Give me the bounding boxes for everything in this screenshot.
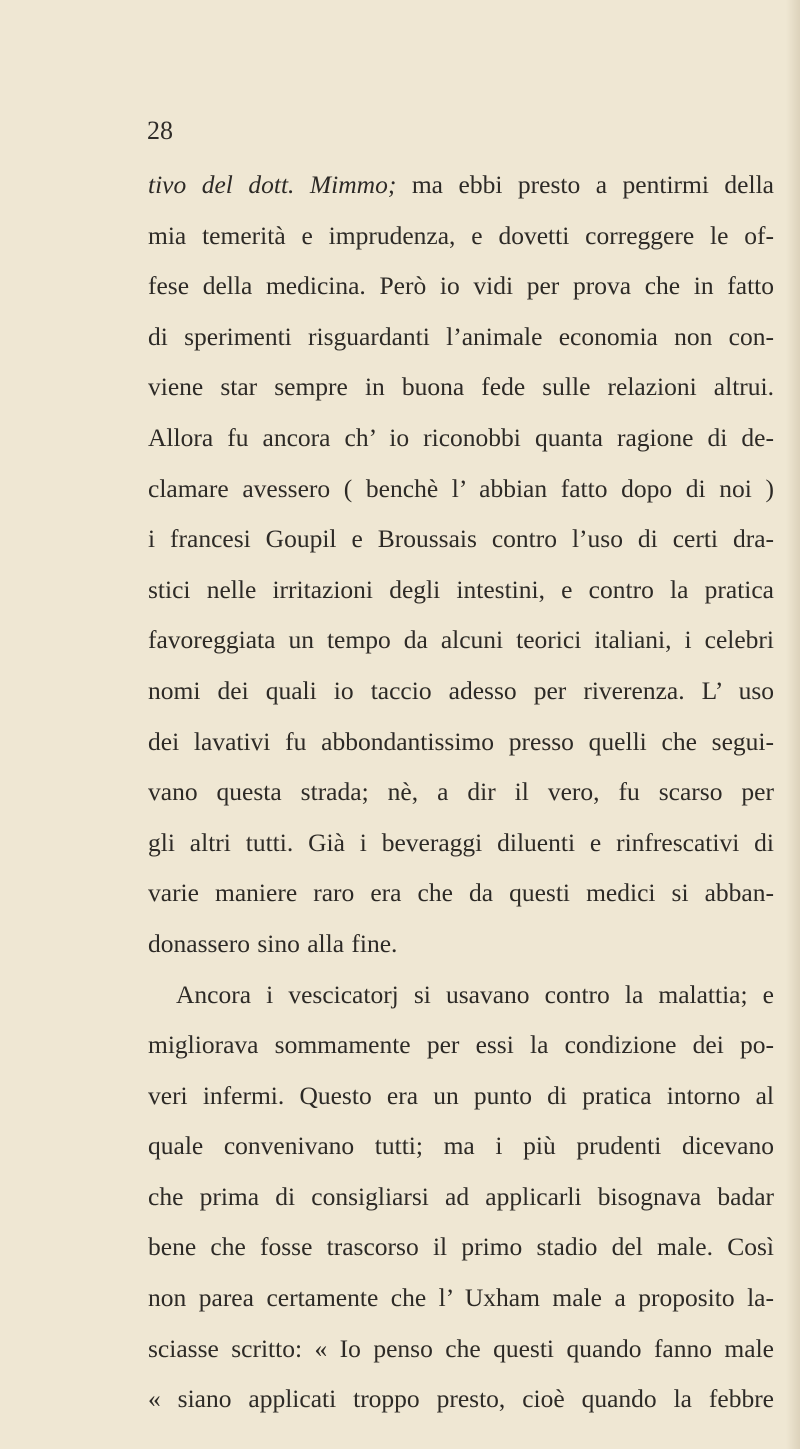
- text-line: nomi dei quali io taccio adesso per riverenza. L’ uso: [148, 675, 774, 705]
- text-line: non parea certamente che l’ Uxham male a proposito la-: [148, 1283, 774, 1313]
- text-line: [148, 160, 774, 211]
- text-line: vano questa strada; nè, a dir il vero, fu scarso per: [148, 777, 774, 807]
- text-line: clamare avessero ( benchè l’ abbian fatto dopo di noi ): [148, 473, 774, 503]
- text-line: migliorava sommamente per essi la condizione dei po-: [148, 1030, 774, 1060]
- page-edge: [786, 0, 800, 1449]
- text-line: bene che fosse trascorso il primo stadio del male. Così: [148, 1232, 774, 1262]
- text-line: che prima di consigliarsi ad applicarli bisognava badar: [148, 1181, 774, 1211]
- body-text: [148, 160, 774, 1425]
- text-line: di sperimenti risguardanti l’animale economia non con-: [148, 321, 774, 351]
- text-line: « siano applicati troppo presto, cioè quando la febbre: [148, 1384, 774, 1414]
- text-line: fese della medicina. Però io vidi per prova che in fatto: [148, 271, 774, 301]
- text-line: mia temerità e imprudenza, e dovetti correggere le of-: [148, 220, 774, 250]
- page-number: 28: [147, 116, 173, 145]
- text-line: gli altri tutti. Già i beveraggi diluenti e rinfrescativi di: [148, 827, 774, 857]
- text-line: quale convenivano tutti; ma i più prudenti dicevano: [148, 1131, 774, 1161]
- text-line: sciasse scritto: « Io penso che questi quando fanno male: [148, 1333, 774, 1363]
- text-line: viene star sempre in buona fede sulle relazioni altrui.: [148, 372, 774, 402]
- text-line: i francesi Goupil e Broussais contro l’uso di certi dra-: [148, 524, 774, 554]
- text-line: donassero sino alla fine.: [148, 928, 398, 958]
- text-line: varie maniere raro era che da questi medici si abban-: [148, 878, 774, 908]
- text-line: favoreggiata un tempo da alcuni teorici italiani, i celebri: [148, 625, 774, 655]
- text-line: Ancora i vescicatorj si usavano contro la malattia; e: [176, 979, 774, 1009]
- text-line: stici nelle irritazioni degli intestini, e contro la pratica: [148, 574, 774, 604]
- line-text: ma ebbi presto a pentirmi della: [396, 170, 774, 199]
- italic-citation: tivo del dott. Mimmo;: [148, 170, 397, 199]
- text-line: Allora fu ancora ch’ io riconobbi quanta ragione di de-: [148, 422, 774, 452]
- text-line: veri infermi. Questo era un punto di pratica intorno al: [148, 1080, 774, 1110]
- text-line: dei lavativi fu abbondantissimo presso quelli che segui-: [148, 726, 774, 756]
